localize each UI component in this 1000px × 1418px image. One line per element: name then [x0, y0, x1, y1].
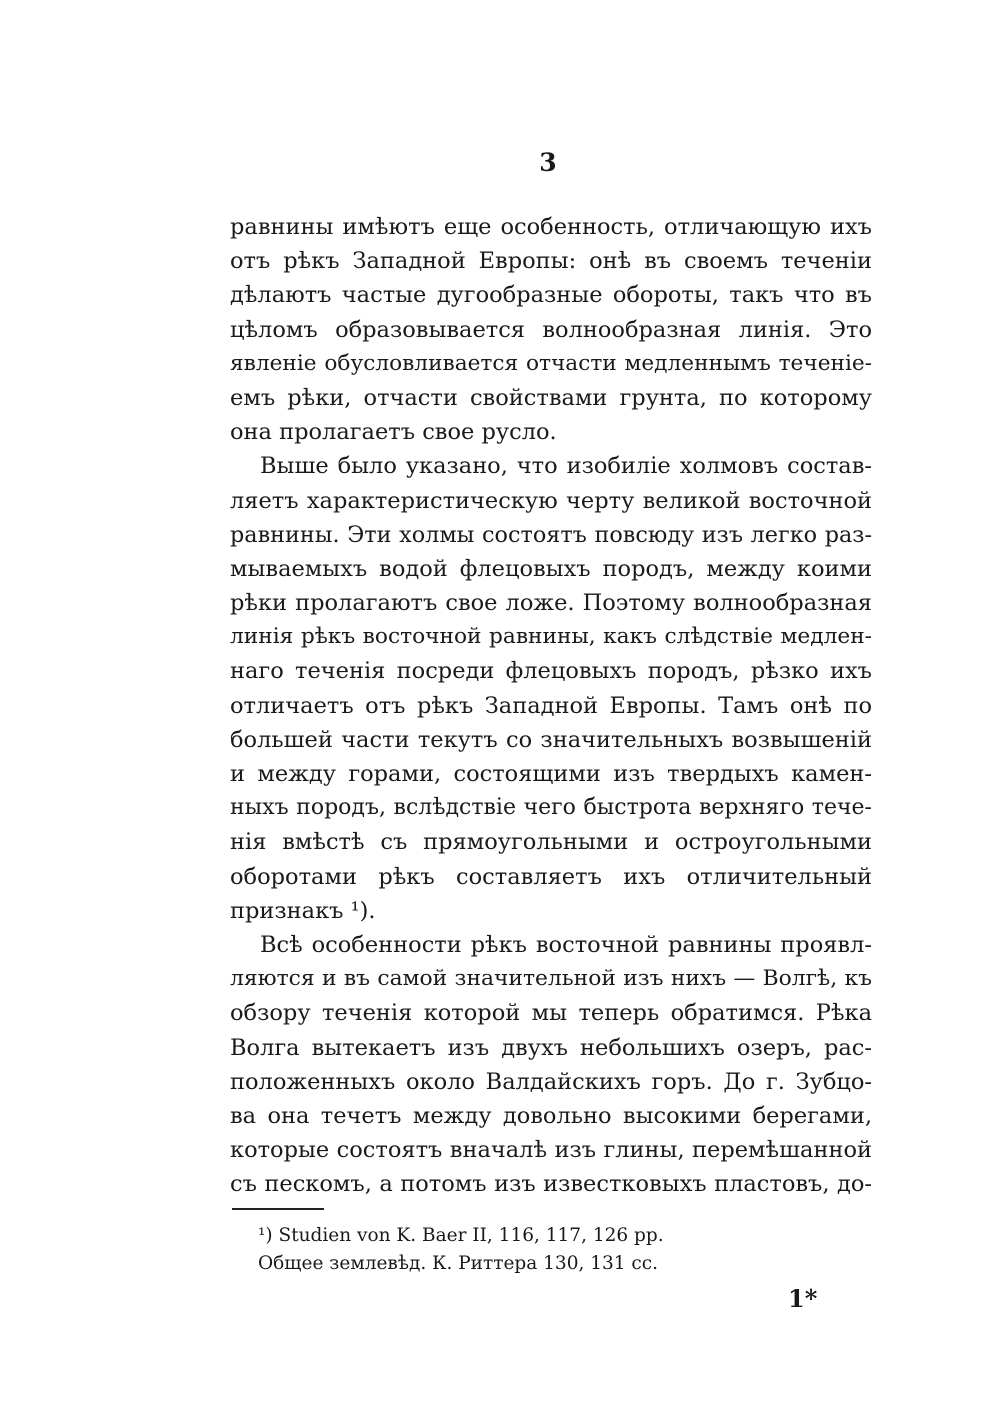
text-line: равнины имѣютъ еще особенность, отличающую ихъ [230, 214, 872, 240]
text-line: емъ рѣки, отчасти свойствами грунта, по которому [230, 384, 872, 411]
text-line: ва она течетъ между довольно высокими берегами, [230, 1102, 872, 1129]
text-line: она пролагаетъ свое русло. [230, 419, 557, 446]
text-line: и между горами, состоящими изъ твердыхъ камен- [230, 761, 872, 787]
footnotes [258, 1222, 758, 1278]
text-line: нія вмѣстѣ съ прямоугольными и остроугольными [230, 829, 872, 856]
text-line: которые состоятъ вначалѣ изъ глины, перемѣшанной [230, 1137, 872, 1164]
text-line: ляются и въ самой значительной изъ нихъ — Волгѣ, къ [230, 966, 872, 992]
main-text [230, 210, 872, 1201]
text-line: Всѣ особенности рѣкъ восточной равнины проявл- [260, 931, 872, 958]
text-line: Волга вытекаетъ изъ двухъ небольшихъ озеръ, рас- [230, 1034, 872, 1061]
text-line: съ пескомъ, а потомъ изъ известковыхъ пластовъ, до- [230, 1171, 872, 1198]
signature-mark: 1* [788, 1284, 818, 1313]
text-line: отличаетъ отъ рѣкъ Западной Европы. Тамъ онѣ по [230, 692, 872, 719]
text-line: оборотами рѣкъ составляетъ ихъ отличительный [230, 863, 872, 890]
footnote-line: ¹) Studien von K. Baer II, 116, 117, 126 pp. [258, 1225, 664, 1246]
page-number: 3 [539, 148, 557, 177]
text-line: линія рѣкъ восточной равнины, какъ слѣдствіе медлен- [230, 624, 872, 650]
text-line: цѣломъ образовывается волнообразная линія. Это [230, 316, 872, 343]
footnote-line: Общее землевѣд. К. Риттера 130, 131 сс. [258, 1253, 659, 1274]
footnote-divider [232, 1208, 324, 1210]
text-line: рѣки пролагаютъ свое ложе. Поэтому волнообразная [230, 590, 872, 617]
text-line: равнины. Эти холмы состоятъ повсюду изъ легко раз- [230, 521, 872, 548]
text-line: обзору теченія которой мы теперь обратимся. Рѣка [230, 1000, 872, 1027]
text-line: дѣлаютъ частые дугообразные обороты, такъ что въ [230, 282, 872, 309]
text-line: отъ рѣкъ Западной Европы: онѣ въ своемъ теченіи [230, 248, 872, 275]
text-line: признакъ ¹). [230, 897, 376, 924]
text-line: положенныхъ около Валдайскихъ горъ. До г. Зубцо- [230, 1068, 872, 1095]
text-line: наго теченія посреди флецовыхъ породъ, рѣзко ихъ [230, 658, 872, 685]
text-line: ныхъ породъ, вслѣдствіе чего быстрота верхняго тече- [230, 795, 872, 821]
text-line: Выше было указано, что изобиліе холмовъ состав- [260, 453, 872, 480]
text-line: мываемыхъ водой флецовыхъ породъ, между коими [230, 555, 872, 582]
text-line: явленіе обусловливается отчасти медленнымъ теченіе- [230, 350, 872, 376]
text-line: большей части текутъ со значительныхъ возвышеній [230, 726, 872, 753]
text-line: ляетъ характеристическую черту великой восточной [230, 487, 872, 514]
